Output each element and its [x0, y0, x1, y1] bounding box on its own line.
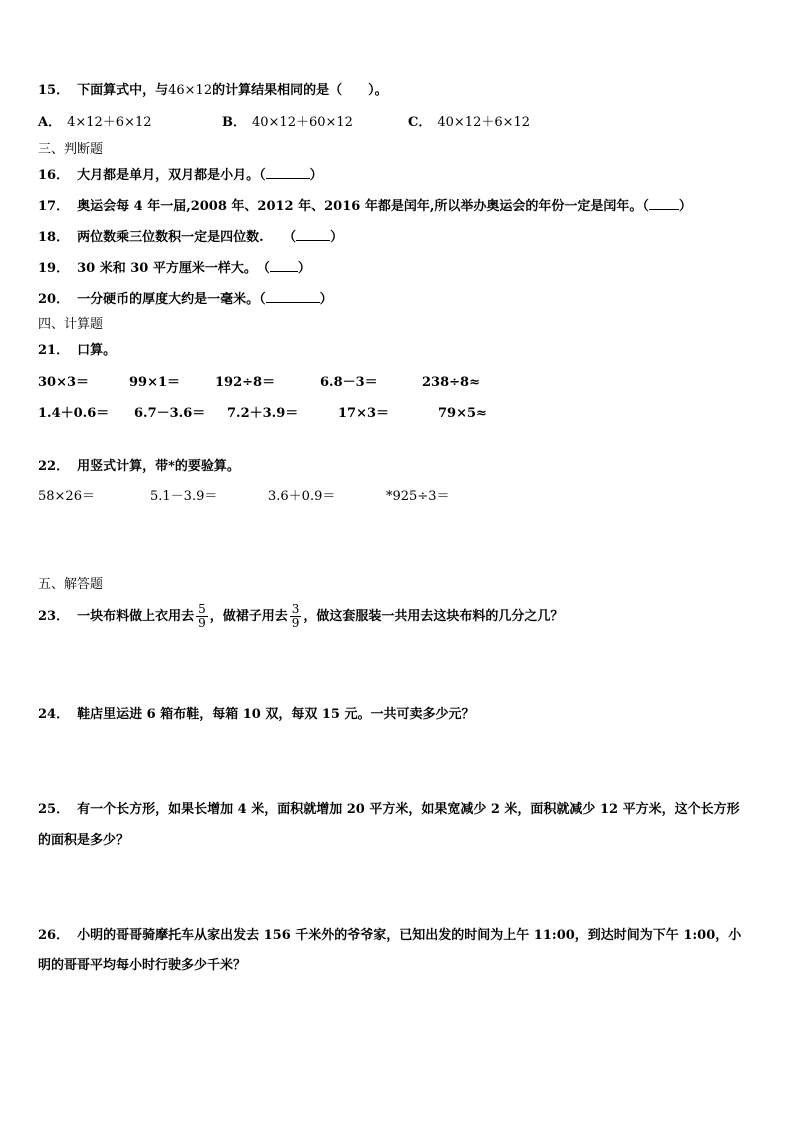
question-text: 用竖式计算，带*的要验算。	[77, 459, 240, 474]
question-17	[38, 197, 692, 216]
question-text: 下面算式中，与	[77, 83, 169, 98]
option-label: C．	[408, 115, 432, 130]
answer-blank[interactable]	[649, 197, 679, 210]
question-number: 25．	[38, 802, 70, 817]
answer-blank[interactable]	[266, 166, 310, 179]
mental-calc-item: 6.7－3.6＝	[134, 406, 206, 421]
vertical-calc-item: *925÷3＝	[386, 489, 450, 504]
vertical-calc-item: 5.1－3.9＝	[150, 489, 218, 504]
question-number: 18．	[38, 230, 70, 245]
math-expression: 46×12	[168, 83, 213, 98]
question-21	[38, 342, 116, 360]
question-text: 有一个长方形，如果长增加 4 米，面积就增加 20 平方米，如果宽减少 2 米，面积就减少 12 平方米，这个长方形	[77, 802, 740, 817]
mental-calc-item: 192÷8＝	[215, 375, 276, 390]
question-number: 23．	[38, 609, 70, 624]
close-paren: ）	[319, 292, 333, 307]
question-number: 20．	[38, 292, 70, 307]
section-heading-word-problems: 五、解答题	[38, 577, 104, 592]
question-26	[38, 927, 741, 945]
mental-calc-item: 99×1＝	[129, 375, 181, 390]
answer-blank[interactable]	[296, 228, 330, 241]
mental-calc-item: 238÷8≈	[422, 375, 480, 390]
question-26-continued: 明的哥哥平均每小时行驶多少千米？	[38, 958, 247, 973]
fraction	[290, 603, 302, 630]
question-15	[38, 82, 388, 100]
mental-calc-item: 30×3＝	[38, 375, 90, 390]
option-a	[38, 114, 152, 132]
question-25-continued: 的面积是多少？	[38, 833, 130, 848]
question-18	[38, 228, 343, 247]
question-22	[38, 458, 240, 476]
option-expression: 4×12＋6×12	[67, 115, 152, 130]
option-b	[222, 114, 353, 132]
question-text: ，做这套服装一共用去这块布料的几分之几？	[303, 609, 564, 624]
mental-calc-item: 17×3＝	[338, 406, 390, 421]
question-text: 一分硬币的厚度大约是一毫米。（	[77, 292, 266, 307]
question-25	[38, 801, 740, 819]
question-20	[38, 290, 333, 309]
question-number: 21．	[38, 343, 70, 358]
close-paren: ）	[330, 230, 344, 245]
section-heading-calculation: 四、计算题	[38, 317, 104, 332]
question-number: 17．	[38, 199, 70, 214]
question-number: 22．	[38, 459, 70, 474]
option-expression: 40×12＋60×12	[252, 115, 353, 130]
question-text: 口算。	[77, 343, 117, 358]
question-text: 两位数乘三位数积一定是四位数. （	[77, 230, 297, 245]
question-text: 小明的哥哥骑摩托车从家出发去 156 千米外的爷爷家，已知出发的时间为上午 11:00，到达时间为下午 1:00，小	[77, 928, 742, 943]
close-paren: ）	[678, 199, 692, 214]
vertical-calc-item: 3.6＋0.9＝	[268, 489, 336, 504]
option-expression: 40×12＋6×12	[437, 115, 531, 130]
question-text: 一块布料做上衣用去	[77, 609, 195, 624]
question-16	[38, 166, 323, 185]
fraction-numerator: 3	[291, 602, 300, 616]
question-text: 30 米和 30 平方厘米一样大。 （	[77, 261, 270, 276]
close-paren: ）	[309, 168, 323, 183]
fraction-denominator: 9	[198, 616, 206, 630]
question-text: 大月都是单月，双月都是小月。（	[77, 168, 266, 183]
option-label: A．	[38, 115, 62, 130]
fraction-numerator: 5	[198, 602, 206, 616]
answer-blank[interactable]	[266, 290, 320, 303]
close-paren: ）	[297, 261, 311, 276]
mental-calc-item: 1.4＋0.6＝	[38, 406, 110, 421]
question-text: ，做裙子用去	[209, 609, 288, 624]
question-19	[38, 259, 311, 278]
mental-calc-item: 7.2＋3.9＝	[227, 406, 299, 421]
option-c	[408, 114, 530, 132]
option-label: B．	[222, 115, 246, 130]
answer-blank[interactable]	[270, 259, 298, 272]
question-number: 26．	[38, 928, 70, 943]
question-number: 15．	[38, 83, 70, 98]
question-number: 19．	[38, 261, 70, 276]
question-text: 的计算结果相同的是（ ）。	[212, 83, 388, 98]
mental-calc-item: 79×5≈	[438, 406, 487, 421]
question-number: 16．	[38, 168, 70, 183]
question-number: 24．	[38, 707, 70, 722]
mental-calc-item: 6.8－3＝	[320, 375, 378, 390]
fraction	[196, 603, 208, 630]
fraction-denominator: 9	[291, 616, 300, 630]
question-text: 奥运会每 4 年一届,2008 年、2012 年、2016 年都是闰年,所以举办奥运会的年份一定是闰年。（	[77, 199, 649, 214]
vertical-calc-item: 58×26＝	[38, 489, 95, 504]
question-23	[38, 602, 563, 632]
question-text: 鞋店里运进 6 箱布鞋，每箱 10 双，每双 15 元。一共可卖多少元？	[77, 707, 475, 722]
section-heading-judgement: 三、判断题	[38, 142, 104, 157]
question-24	[38, 706, 474, 724]
